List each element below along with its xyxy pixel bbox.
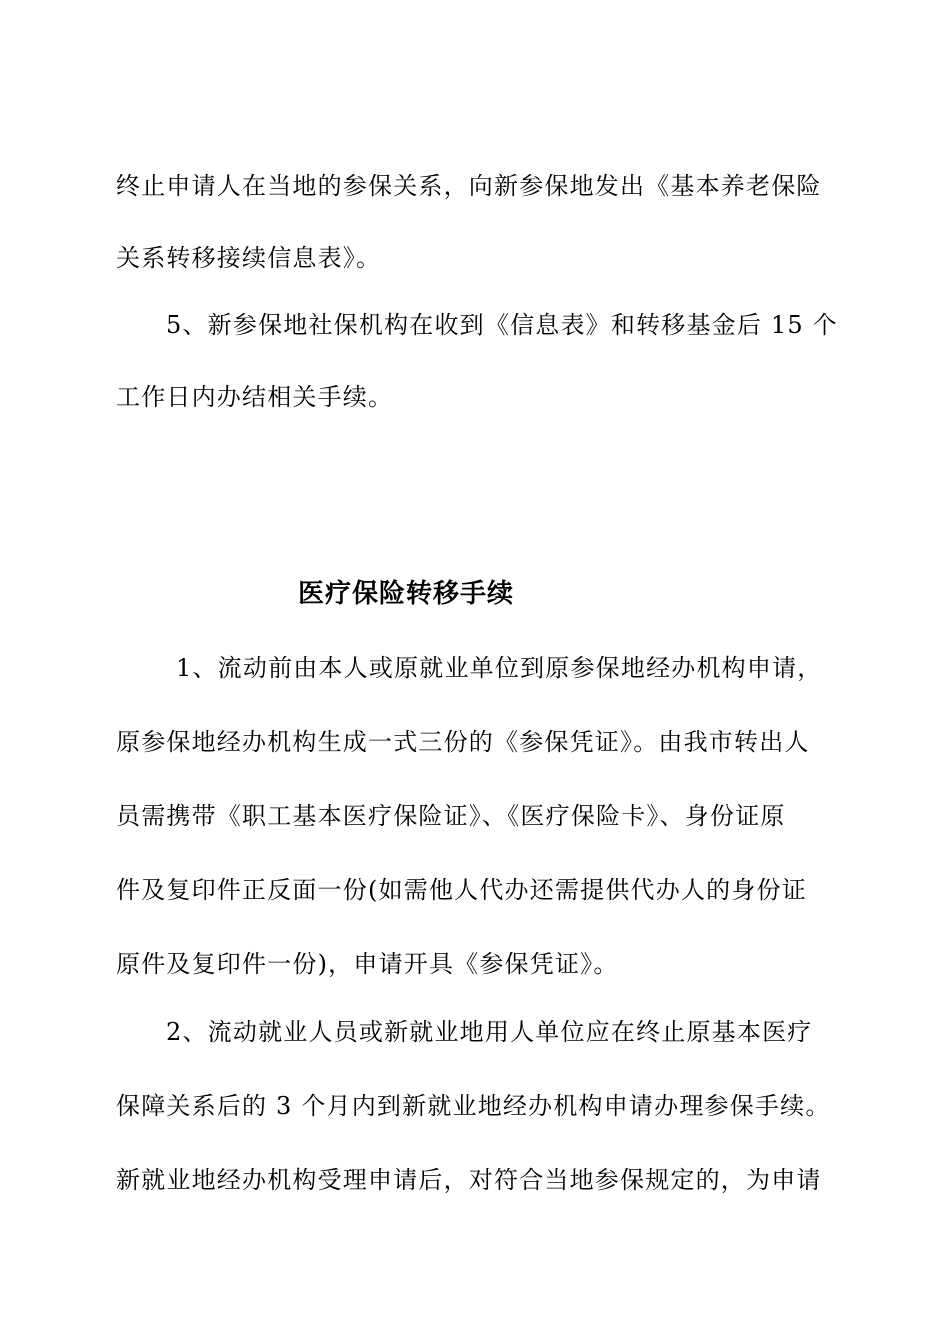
text-line: 终止申请人在当地的参保关系，向新参保地发出《基本养老保险 [116,172,822,200]
text-line: 原参保地经办机构生成一式三份的《参保凭证》。由我市转出人 [116,728,810,756]
text-line: 关系转移接续信息表》。 [116,244,382,272]
section-heading: 医疗保险转移手续 [298,579,515,609]
text-line: 新就业地经办机构受理申请后，对符合当地参保规定的，为申请 [116,1166,822,1194]
text-line: 工作日内办结相关手续。 [116,383,394,411]
text-line: 件及复印件正反面一份(如需他人代办还需提供代办人的身份证 [116,876,807,904]
text-line: 原件及复印件一份)，申请开具《参保凭证》。 [116,950,619,978]
text-line: 员需携带《职工基本医疗保险证》、《医疗保险卡》、身份证原 [116,802,786,830]
text-line: 2、流动就业人员或新就业地用人单位应在终止原基本医疗 [166,1018,813,1046]
text-line: 1、流动前由本人或原就业单位到原参保地经办机构申请， [176,654,823,682]
text-line: 5、新参保地社保机构在收到《信息表》和转移基金后 15 个 [166,311,838,339]
text-line: 保障关系后的 3 个月内到新就业地经办机构申请办理参保手续。 [116,1092,831,1120]
